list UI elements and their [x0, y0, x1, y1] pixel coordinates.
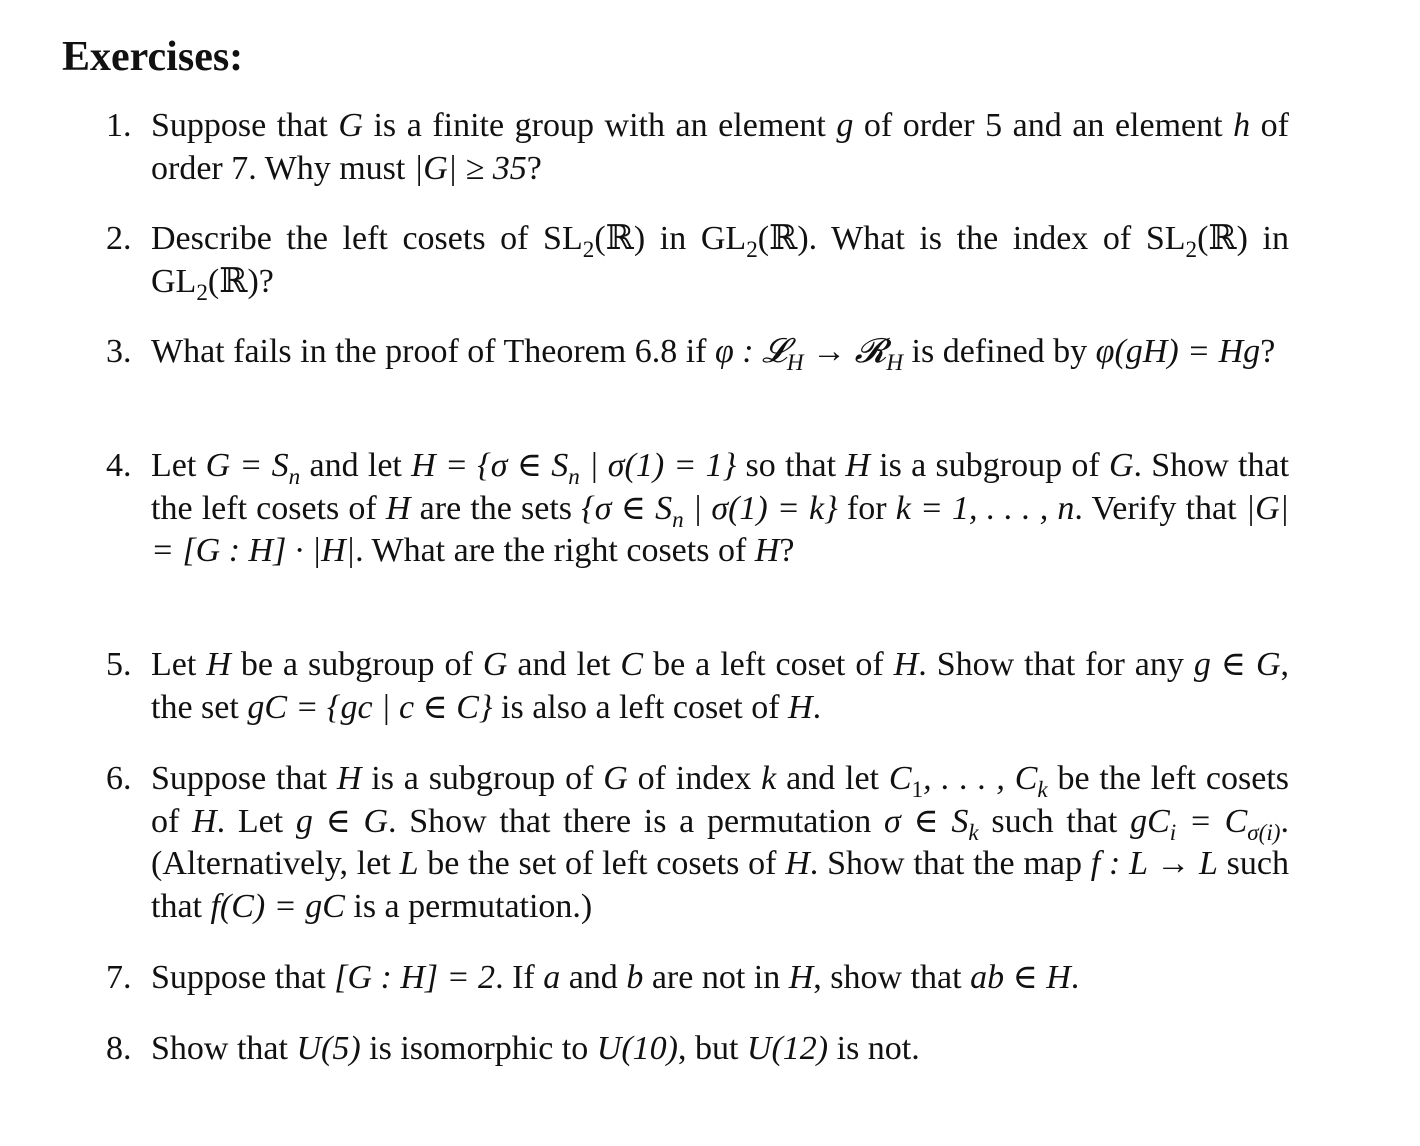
exercise-number: 2. [106, 220, 132, 257]
exercise-number: 5. [106, 646, 132, 683]
exercise-item [106, 758, 1289, 928]
exercise-text: Show that U(5) is isomorphic to U(10), but U(12) is not. [151, 1030, 920, 1067]
exercise-item [106, 331, 1289, 374]
exercise-text: Let $G = S_n$ and let H = {σ ∈ $S_n$ | σ(1) = 1} so that H is a subgroup of G. Show that the left cosets of H are the sets {σ ∈ $S_n$ | σ(1) = k} for k = 1, . . . , n. Verify that |G| = [G : H] · |H|. What are the right cosets of H? [151, 447, 1290, 569]
exercise-number: 1. [106, 107, 132, 144]
exercise-text: Let H be a subgroup of G and let C be a left coset of H. Show that for any g ∈ G, the set gC = {gc | c ∈ C} is also a left coset of H. [151, 646, 1290, 726]
page-heading: Exercises: [62, 34, 244, 80]
exercise-item [106, 105, 1289, 190]
exercise-item [106, 1028, 1289, 1071]
exercise-number: 8. [106, 1030, 132, 1067]
exercise-number: 7. [106, 959, 132, 996]
exercise-text: Suppose that G is a finite group with an element g of order 5 and an element h of order 7. Why must |G| ≥ 35? [151, 107, 1290, 187]
exercise-text: What fails in the proof of Theorem 6.8 if φ : 𝓛$_H$ → 𝓡$_H$ is defined by φ(gH) = Hg? [151, 333, 1276, 376]
exercise-item [106, 957, 1289, 1000]
exercise-item [106, 218, 1290, 306]
exercise-text: Describe the left cosets of $SL_2(ℝ)$ in $GL_2(ℝ)$. What is the index of $SL_2(ℝ)$ in $GL_2(ℝ)$? [151, 220, 1290, 306]
exercise-item [106, 445, 1289, 573]
exercise-number: 6. [106, 760, 132, 797]
exercise-item [106, 644, 1289, 729]
exercise-text: Suppose that H is a subgroup of G of index k and let $C_1$, . . . , $C_k$ be the left cosets of H. Let g ∈ G. Show that there is a permutation σ ∈ $S_k$ such that $gC_i = C_{\sigma(i)}$. (Alternatively, let L be the set of left cosets of H. Show that the map f : L → L such that f(C) = gC is a permutation.) [151, 760, 1290, 925]
exercise-number: 3. [106, 333, 132, 370]
exercise-text: Suppose that [G : H] = 2. If a and b are not in H, show that ab ∈ H. [151, 959, 1080, 996]
exercise-number: 4. [106, 447, 132, 484]
